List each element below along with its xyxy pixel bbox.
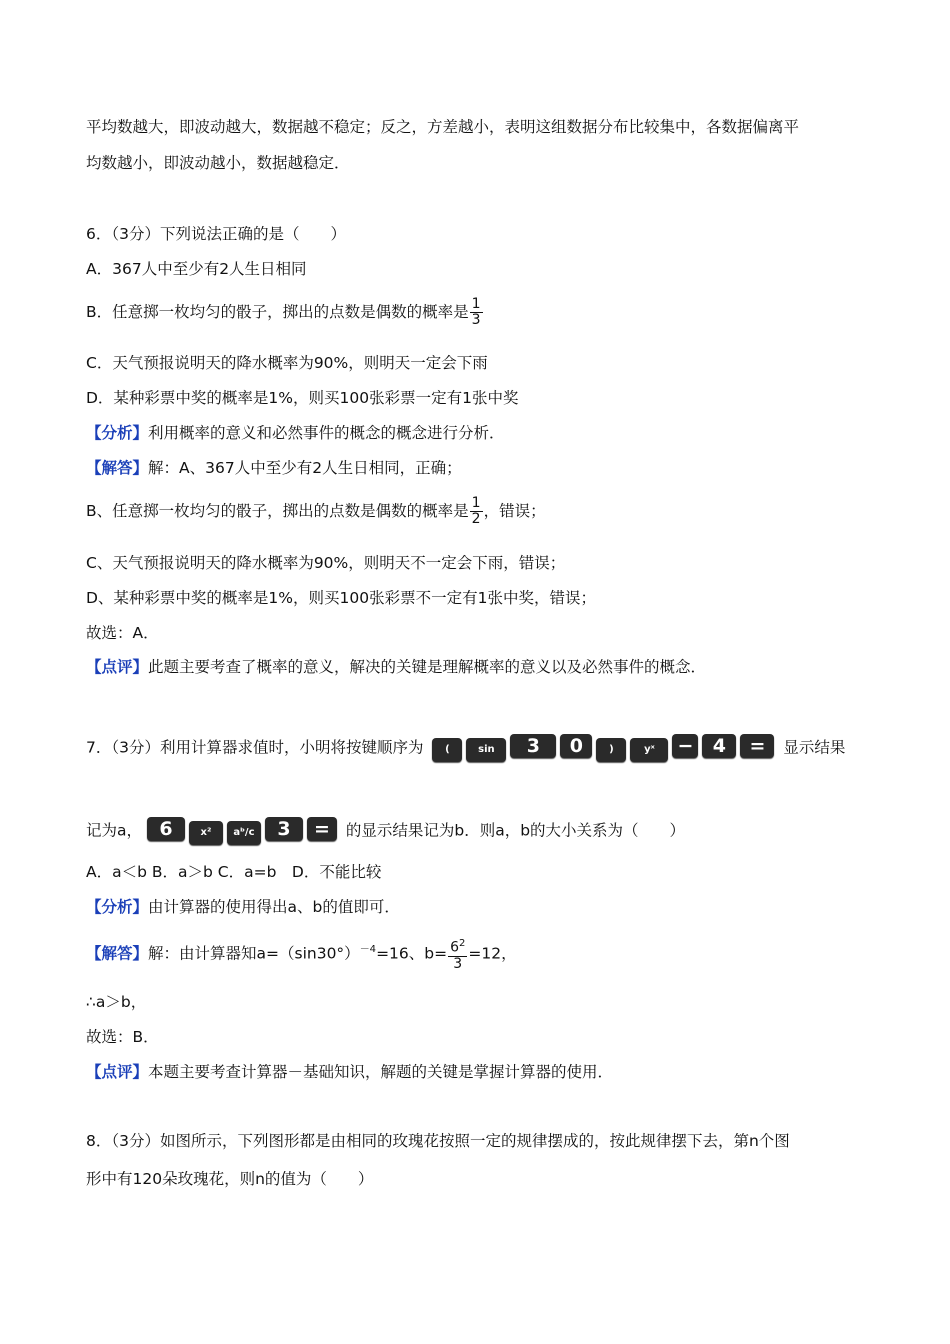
- q6-comment: [86, 656, 706, 678]
- q7-therefore: ∴a＞b，: [86, 993, 147, 1011]
- calc-key-close-paren: ): [596, 738, 626, 762]
- answer-tag: 【解答】: [86, 944, 149, 963]
- fraction: [470, 297, 483, 328]
- fraction-numerator: 1: [471, 495, 481, 511]
- fraction-denominator: 3: [453, 955, 463, 972]
- q7-line-2-tail: 的显示结果记为b．则a，b的大小关系为（ ）: [345, 821, 686, 840]
- q6-option-d: D．某种彩票中奖的概率是1%，则买100张彩票一定有1张中奖: [86, 389, 519, 407]
- calc-key-3: 3: [510, 734, 556, 758]
- answer-exponent: －4: [359, 944, 377, 956]
- answer-b-result: ，错误；: [483, 502, 546, 520]
- answer-tag: 【解答】: [86, 459, 149, 477]
- calc-key-equals: =: [307, 817, 337, 841]
- calc-key-4: 4: [702, 734, 736, 758]
- fraction-numerator-base: 6: [450, 939, 460, 956]
- calculator-key-sequence-1: [432, 734, 778, 762]
- comment-tag: 【点评】: [86, 1063, 149, 1081]
- q7-stem-text: 7．（3分）利用计算器求值时，小明将按键顺序为: [86, 738, 424, 757]
- q6-answer-b: [86, 496, 546, 527]
- calc-key-sin: sin: [466, 738, 506, 762]
- q6-option-a: A．367人中至少有2人生日相同: [86, 260, 307, 278]
- q7-line-2: [86, 817, 685, 845]
- calc-key-equals: =: [740, 734, 774, 758]
- q7-line-2-text: 记为a，: [86, 821, 142, 840]
- calc-key-6: 6: [147, 817, 185, 841]
- q7-comment: [86, 1061, 613, 1083]
- q8-stem-line-1: 8．（3分）如图所示，下列图形都是由相同的玫瑰花按照一定的规律摆成的，按此规律摆下去，第n个图: [86, 1132, 790, 1150]
- q7-options: A．a＜b B．a＞b C．a=b D．不能比较: [86, 863, 382, 881]
- calc-key-open-paren: (: [432, 738, 462, 762]
- answer-text: 解：由计算器知a=（sin30°）: [148, 944, 360, 963]
- q7-stem: [86, 734, 845, 762]
- q8-stem-line-2: 形中有120朵玫瑰花，则n的值为（ ）: [86, 1170, 374, 1188]
- fraction: [448, 936, 467, 972]
- q7-choice: 故选：B．: [86, 1028, 159, 1046]
- q6-option-b-text: B．任意掷一枚均匀的骰子，掷出的点数是偶数的概率是: [86, 303, 469, 321]
- fraction: [470, 496, 483, 527]
- calculator-key-sequence-2: [147, 817, 341, 845]
- q7-analysis: [86, 896, 400, 918]
- calc-key-fraction: aᵇ/c: [227, 821, 261, 845]
- fraction-exponent: 2: [459, 938, 466, 949]
- comment-text: 本题主要考查计算器－基础知识，解题的关键是掌握计算器的使用．: [148, 1063, 614, 1081]
- fraction-denominator: 2: [471, 511, 481, 527]
- intro-line-1: 平均数越大，即波动越大，数据越不稳定；反之，方差越小，表明这组数据分布比较集中，各数据偏离平: [86, 118, 800, 136]
- q6-option-c: C．天气预报说明天的降水概率为90%，则明天一定会下雨: [86, 354, 488, 372]
- calc-key-square: x²: [189, 821, 223, 845]
- q6-answer: [86, 457, 462, 479]
- fraction-numerator: [448, 936, 467, 957]
- calc-key-minus: −: [672, 734, 698, 758]
- answer-text: 解：A、367人中至少有2人生日相同，正确；: [148, 459, 462, 477]
- q6-option-b: [86, 297, 484, 328]
- analysis-tag: 【分析】: [86, 898, 149, 916]
- answer-b-text: B、任意掷一枚均匀的骰子，掷出的点数是偶数的概率是: [86, 502, 469, 520]
- comment-text: 此题主要考查了概率的意义，解决的关键是理解概率的意义以及必然事件的概念．: [148, 658, 707, 676]
- q7-answer: [86, 936, 517, 972]
- analysis-tag: 【分析】: [86, 424, 149, 442]
- q6-answer-c: C、天气预报说明天的降水概率为90%，则明天不一定会下雨，错误；: [86, 554, 566, 572]
- intro-line-2: 均数越小，即波动越小，数据越稳定．: [86, 154, 350, 172]
- analysis-text: 利用概率的意义和必然事件的概念的概念进行分析．: [148, 424, 505, 442]
- analysis-text: 由计算器的使用得出a、b的值即可．: [148, 898, 400, 916]
- fraction-denominator: 3: [471, 312, 481, 328]
- answer-mid: =16、b=: [376, 944, 448, 963]
- q6-stem: 6．（3分）下列说法正确的是（ ）: [86, 225, 346, 243]
- q7-stem-tail: 显示结果: [783, 738, 846, 757]
- comment-tag: 【点评】: [86, 658, 149, 676]
- q6-choice: 故选：A．: [86, 624, 159, 642]
- calc-key-3: 3: [265, 817, 303, 841]
- q6-answer-d: D、某种彩票中奖的概率是1%，则买100张彩票不一定有1张中奖，错误；: [86, 589, 596, 607]
- calc-key-power: yˣ: [630, 738, 668, 762]
- calc-key-0: 0: [560, 734, 592, 758]
- q6-analysis: [86, 422, 505, 444]
- fraction-numerator: 1: [471, 296, 481, 312]
- answer-result: =12，: [468, 944, 517, 963]
